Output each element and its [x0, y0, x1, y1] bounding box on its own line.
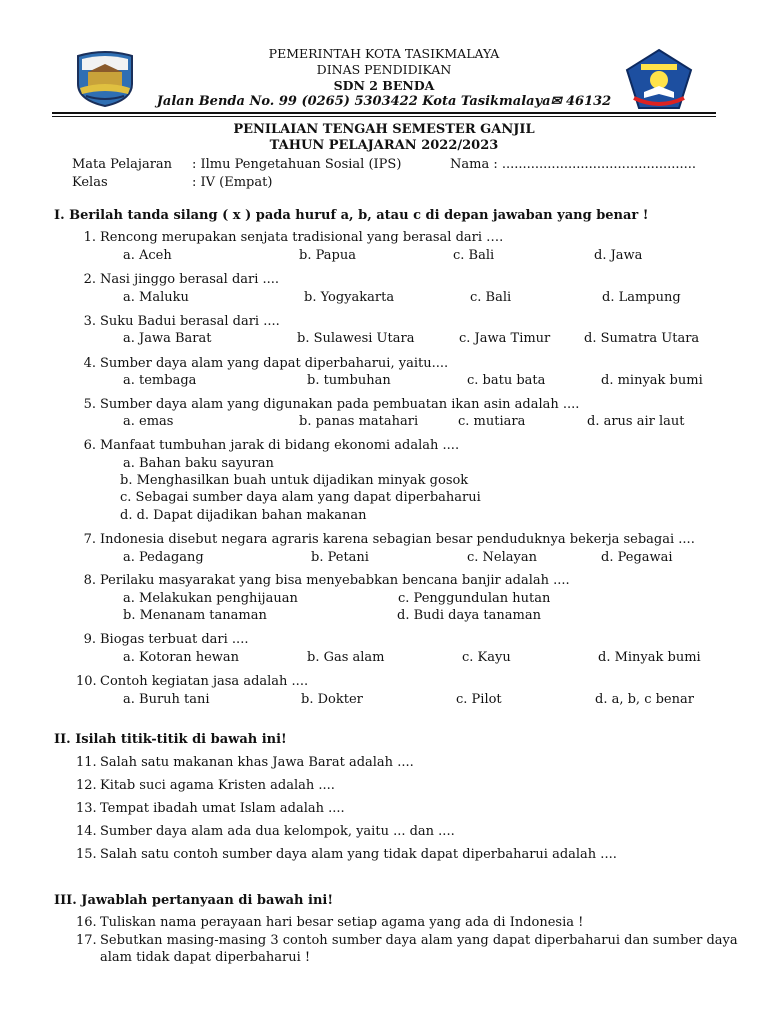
- option-a: a. Aceh: [123, 248, 172, 263]
- option-c: c. batu bata: [467, 373, 546, 388]
- question-number: 16.: [76, 915, 97, 930]
- option-c: c. Bali: [453, 248, 495, 263]
- option-d: d. d. Dapat dijadikan bahan makanan: [120, 508, 367, 523]
- option-a: a. Pedagang: [123, 550, 204, 565]
- question-text: Tempat ibadah umat Islam adalah ....: [100, 801, 345, 816]
- question-text: Kitab suci agama Kristen adalah ....: [100, 778, 335, 793]
- question-number: 6.: [83, 438, 96, 453]
- question-text: Manfaat tumbuhan jarak di bidang ekonomi adalah ....: [100, 438, 460, 453]
- option-a: a. Jawa Barat: [123, 331, 212, 346]
- class-value: : IV (Empat): [192, 175, 273, 190]
- subject-label: Mata Pelajaran: [72, 157, 173, 172]
- option-b: b. Menghasilkan buah untuk dijadikan minyak gosok: [120, 473, 469, 488]
- question-number: 7.: [83, 532, 96, 547]
- option-c: c. Penggundulan hutan: [398, 591, 551, 606]
- option-b: b. Sulawesi Utara: [297, 331, 415, 346]
- question-number: 9.: [83, 632, 96, 647]
- header-rule-thick: [52, 112, 716, 114]
- option-a: a. Buruh tani: [123, 692, 210, 707]
- question-number: 2.: [83, 272, 96, 287]
- student-name-field: Nama : ...............................................: [450, 157, 697, 172]
- question-text: Sumber daya alam yang digunakan pada pembuatan ikan asin adalah ....: [100, 397, 580, 412]
- question-text: Perilaku masyarakat yang bisa menyebabkan bencana banjir adalah ....: [100, 573, 570, 588]
- question-text: Salah satu contoh sumber daya alam yang tidak dapat diperbaharui adalah ....: [100, 847, 617, 862]
- section-1-heading: I. Berilah tanda silang ( x ) pada huruf a, b, atau c di depan jawaban yang benar !: [54, 208, 649, 223]
- question-text: Tuliskan nama perayaan hari besar setiap agama yang ada di Indonesia !: [100, 915, 584, 930]
- question-number: 15.: [76, 847, 97, 862]
- question-text: Biogas terbuat dari ....: [100, 632, 249, 647]
- option-b: b. Yogyakarta: [304, 290, 395, 305]
- question-text: Contoh kegiatan jasa adalah ....: [100, 674, 309, 689]
- option-c: c. Kayu: [462, 650, 511, 665]
- option-a: a. Kotoran hewan: [123, 650, 240, 665]
- question-number: 4.: [83, 356, 96, 371]
- exam-title: PENILAIAN TENGAH SEMESTER GANJIL: [233, 122, 535, 137]
- exam-year: TAHUN PELAJARAN 2022/2023: [269, 138, 499, 153]
- header-government: PEMERINTAH KOTA TASIKMALAYA: [268, 46, 500, 61]
- option-d: d. Sumatra Utara: [584, 331, 700, 346]
- option-a: a. emas: [123, 414, 174, 429]
- option-d: d. arus air laut: [587, 414, 685, 429]
- option-c: c. Bali: [470, 290, 512, 305]
- question-text: Suku Badui berasal dari ....: [100, 314, 280, 329]
- city-emblem-logo: [70, 50, 140, 108]
- option-a: a. tembaga: [123, 373, 197, 388]
- option-a: a. Maluku: [123, 290, 189, 305]
- option-d: d. Budi daya tanaman: [397, 608, 541, 623]
- option-b: b. Dokter: [301, 692, 363, 707]
- option-c: c. Jawa Timur: [459, 331, 551, 346]
- question-text: Sumber daya alam yang dapat diperbaharui, yaitu....: [100, 356, 449, 371]
- question-text: Indonesia disebut negara agraris karena sebagian besar penduduknya bekerja sebagai ....: [100, 532, 695, 547]
- option-d: d. Minyak bumi: [598, 650, 701, 665]
- option-b: b. tumbuhan: [307, 373, 391, 388]
- question-number: 14.: [76, 824, 97, 839]
- question-text: Rencong merupakan senjata tradisional yang berasal dari ….: [100, 230, 504, 245]
- option-d: d. Jawa: [594, 248, 643, 263]
- question-number: 13.: [76, 801, 97, 816]
- header-address: Jalan Benda No. 99 (0265) 5303422 Kota Tasikmalaya✉ 46132: [156, 94, 612, 109]
- option-a: a. Bahan baku sayuran: [123, 456, 274, 471]
- option-c: c. Pilot: [456, 692, 502, 707]
- question-text: Nasi jinggo berasal dari ....: [100, 272, 280, 287]
- option-b: b. Gas alam: [307, 650, 385, 665]
- question-number: 3.: [83, 314, 96, 329]
- option-d: d. a, b, c benar: [595, 692, 694, 707]
- header-rule-thin: [52, 116, 716, 117]
- question-17-continued: alam tidak dapat diperbaharui !: [100, 950, 311, 965]
- question-text: Sebutkan masing-masing 3 contoh sumber daya alam yang dapat diperbaharui dan sumber daya: [100, 933, 738, 948]
- education-emblem-logo: [624, 48, 694, 110]
- question-number: 1.: [83, 230, 96, 245]
- question-number: 11.: [76, 755, 97, 770]
- question-text: Salah satu makanan khas Jawa Barat adalah ....: [100, 755, 414, 770]
- option-d: d. Lampung: [602, 290, 681, 305]
- option-c: c. Sebagai sumber daya alam yang dapat diperbaharui: [120, 490, 481, 505]
- option-c: c. mutiara: [458, 414, 526, 429]
- question-number: 12.: [76, 778, 97, 793]
- option-d: d. minyak bumi: [601, 373, 703, 388]
- question-number: 8.: [83, 573, 96, 588]
- section-3-heading: III. Jawablah pertanyaan di bawah ini!: [54, 893, 334, 908]
- option-b: b. Menanam tanaman: [123, 608, 267, 623]
- question-number: 17.: [76, 933, 97, 948]
- subject-value: : Ilmu Pengetahuan Sosial (IPS): [192, 157, 402, 172]
- header-school-name: SDN 2 BENDA: [333, 78, 435, 93]
- option-d: d. Pegawai: [601, 550, 673, 565]
- section-2-heading: II. Isilah titik-titik di bawah ini!: [54, 732, 287, 747]
- option-a: a. Melakukan penghijauan: [123, 591, 298, 606]
- question-number: 5.: [83, 397, 96, 412]
- option-b: b. panas matahari: [299, 414, 419, 429]
- option-b: b. Petani: [311, 550, 369, 565]
- header-department: DINAS PENDIDIKAN: [316, 62, 452, 77]
- option-c: c. Nelayan: [467, 550, 537, 565]
- question-text: Sumber daya alam ada dua kelompok, yaitu ... dan ....: [100, 824, 455, 839]
- option-b: b. Papua: [299, 248, 356, 263]
- class-label: Kelas: [72, 175, 108, 190]
- question-number: 10.: [76, 674, 97, 689]
